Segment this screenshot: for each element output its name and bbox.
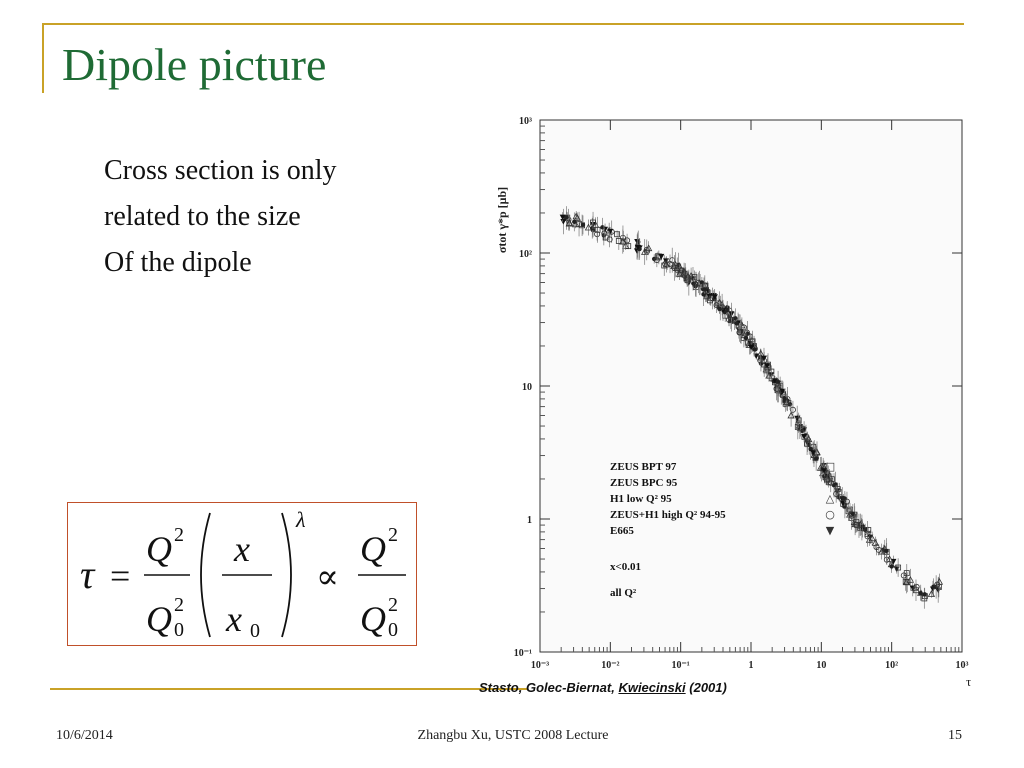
data-point	[923, 592, 927, 596]
plot-annotation: all Q²	[610, 587, 637, 599]
legend-marker: ▼	[825, 524, 835, 537]
formula-q0-den-2: Q	[360, 599, 386, 639]
legend-marker: △	[825, 492, 835, 505]
formula-x0-den: x	[226, 599, 242, 639]
formula-equals: =	[110, 556, 131, 596]
y-tick-label: 10²	[519, 249, 532, 260]
body-line-1: Cross section is only	[104, 155, 337, 186]
plot-annotation: x<0.01	[610, 561, 642, 573]
formula-right-paren	[282, 513, 291, 637]
formula-x0-den-sub: 0	[250, 620, 260, 642]
legend-label: ZEUS BPT 97	[610, 461, 677, 473]
data-point	[814, 456, 818, 460]
data-point	[884, 549, 888, 553]
slide-body-text	[104, 148, 424, 286]
data-point	[733, 316, 737, 320]
formula-propto: ∝	[316, 559, 340, 596]
legend-marker: □	[824, 460, 836, 473]
data-point	[702, 287, 706, 291]
x-tick-label: 10²	[885, 660, 899, 671]
slide-frame-bottom-rule	[50, 688, 528, 690]
legend-label: H1 low Q² 95	[610, 493, 672, 505]
data-point	[572, 220, 576, 224]
caption-year: (2001)	[689, 680, 727, 695]
y-axis-label: σtot γ*p [μb]	[495, 186, 509, 254]
formula-q0-den-2-exp: 2	[388, 594, 398, 616]
legend-marker: ○	[825, 508, 835, 521]
data-point	[564, 215, 568, 219]
formula-x-num: x	[234, 529, 250, 569]
formula-tau: τ	[80, 552, 95, 597]
formula-q-num: Q	[146, 529, 172, 569]
slide-frame-top-rule	[42, 23, 964, 25]
formula-q0-den: Q	[146, 599, 172, 639]
formula-q-num-exp: 2	[174, 524, 184, 546]
formula-left-paren	[201, 513, 210, 637]
x-tick-label: 1	[748, 660, 754, 671]
legend-marker: ☆	[825, 476, 835, 489]
formula-q0-den-exp: 2	[174, 594, 184, 616]
plot-frame	[540, 120, 962, 652]
x-tick-label: 10⁻³	[530, 660, 550, 671]
formula-lambda: λ	[296, 507, 306, 532]
footer-center-text: Zhangbu Xu, USTC 2008 Lecture	[417, 728, 609, 743]
footer-page-number: 15	[948, 728, 962, 743]
formula-q-num-2: Q	[360, 529, 386, 569]
data-point	[734, 321, 738, 325]
x-tick-label: 10	[816, 660, 827, 671]
body-line-3: Of the dipole	[104, 247, 252, 278]
formula-q0-den-2-sub: 0	[388, 619, 398, 641]
data-point	[776, 379, 780, 383]
scaling-formula	[68, 503, 418, 647]
data-point	[701, 292, 705, 296]
caption-authors: Stasto, Golec-Biernat,	[479, 680, 615, 695]
legend-label: E665	[610, 525, 634, 537]
legend-label: ZEUS+H1 high Q² 94-95	[610, 509, 726, 521]
y-tick-label: 10⁻¹	[513, 648, 532, 659]
scaling-formula-box	[67, 502, 417, 646]
x-axis-label: τ	[966, 674, 972, 689]
slide-title: Dipole picture	[62, 39, 327, 90]
y-tick-label: 10³	[519, 116, 532, 127]
legend-label: ZEUS BPC 95	[610, 477, 678, 489]
formula-q0-den-sub: 0	[174, 619, 184, 641]
geometric-scaling-plot	[470, 100, 990, 690]
x-tick-label: 10³	[955, 660, 969, 671]
y-tick-label: 10	[522, 382, 532, 393]
figure-caption	[479, 680, 809, 695]
caption-author-underlined: Kwiecinski	[618, 680, 686, 695]
body-line-2: related to the size	[104, 201, 301, 232]
data-point	[889, 564, 893, 568]
x-tick-label: 10⁻¹	[671, 660, 690, 671]
data-point	[717, 307, 721, 311]
data-point	[581, 223, 585, 227]
footer-date: 10/6/2014	[56, 728, 113, 743]
x-tick-label: 10⁻²	[601, 660, 620, 671]
y-tick-label: 1	[527, 515, 532, 526]
formula-q-num-2-exp: 2	[388, 524, 398, 546]
data-point	[753, 347, 757, 351]
slide-frame-left-rule	[42, 23, 44, 93]
data-point	[851, 512, 855, 516]
data-point	[590, 226, 594, 230]
data-point	[744, 336, 748, 340]
